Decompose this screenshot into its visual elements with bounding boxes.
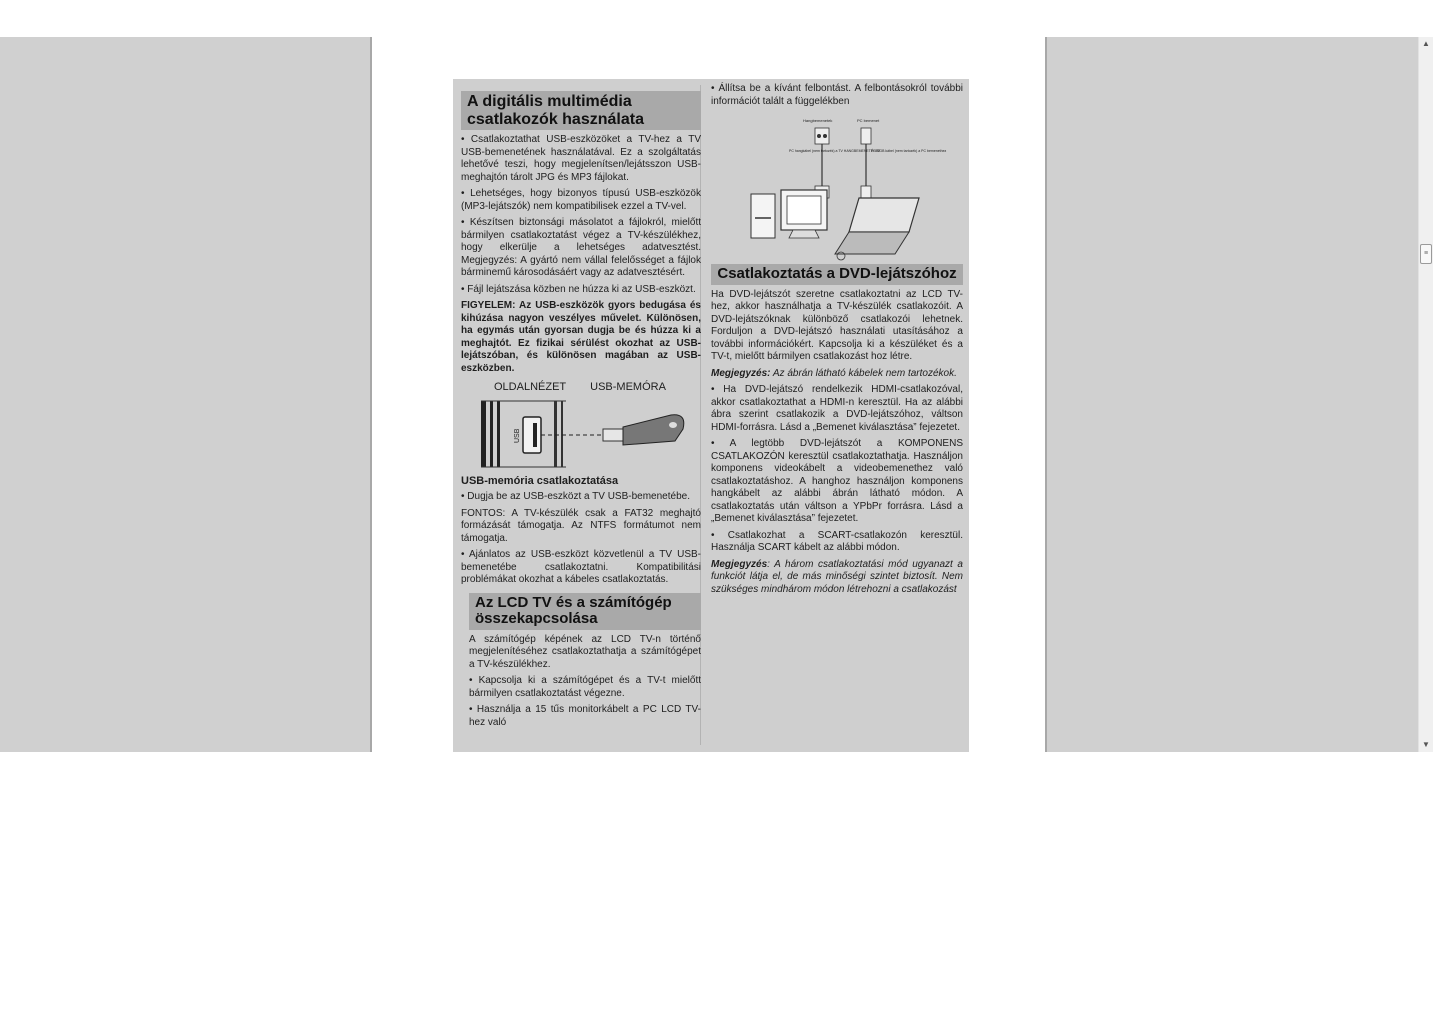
dvd-intro-text: Ha DVD-lejátszót szeretne csatlakoztatni az LCD TV-hez, akkor használhatja a TV-készülék csatlakozóit. A DVD-lejátszóknak különböző csatlakozói lehetnek. Forduljon a DVD-lejátszó használati utasításához a további információkért. Kapcsolja ki a készüléket és a TV-t, mielőtt bármilyen csatlakozást hoz létre. [711,288,963,362]
three-modes-note [711,559,963,597]
document-viewer [0,37,1433,752]
scroll-thumb[interactable]: ≡ [1420,244,1432,264]
label-side-view: OLDALNÉZET [494,381,567,394]
bullet-usb-connect: • Csatlakoztathat USB-eszközöket a TV-hez a TV USB-bemenetének használatával. Ez a szolgáltatás lehetővé teszi, hogy megjelenítsen/lejátsszon USB-meghajtón tárolt JPG és MP3 fájlokat. [461,134,701,183]
section-heading-pc [469,593,701,630]
usb-bullet-direct: • Ajánlatos az USB-eszközt közvetlenül a TV USB-bemenetébe csatlakoztatni. Kompatibilitási problémákat okozhat a kábeles csatlakoztatás. [461,549,701,586]
usb-drawing [461,399,701,469]
pc-intro: A számítógép képének az LCD TV-n történő megjelenítéséhez csatlakoztathatja a számítógépet a TV-készülékhez. [469,633,701,670]
component-bullet: • A legtöbb DVD-lejátszót a KOMPONENS CSATLAKOZÓN keresztül csatlakoztathatja. Használjon komponens videokábelt a videobemenethez való csatlakoztatáshoz. A hanghoz használjon komponens hangkábelt az alábbi ábrán látható módon. A csatlakoztatás után váltson a YPbPr forrásra. Lásd a „Bemenet kiválasztása” fejezetet. [711,438,963,524]
bullet-do-not-unplug: • Fájl lejátszása közben ne húzza ki az USB-eszközt. [461,283,696,295]
heading-line: összekapcsolása [475,610,598,628]
note-label: Megjegyzés: [711,367,771,379]
note-label: Megjegyzés [711,558,768,570]
note-text: : A három csatlakoztatási mód ugyanazt a funkciót látja el, de más minőségi szintet biztosít. Nem szükséges mindhárom módon létrehozni a csatlakozást [711,558,963,595]
svg-text:Hangbemenetek: Hangbemenetek [803,118,833,123]
usb-illustration [461,399,701,469]
resolution-bullet: • Állítsa be a kívánt felbontást. A felbontásokról további információt talált a függelékben [711,83,963,107]
hdmi-bullet: • Ha DVD-lejátszó rendelkezik HDMI-csatlakozóval, akkor csatlakoztathat a HDMI-n keresztül. Ha az alábbi ábra szerint csatlakozik a DVD-lejátszóhoz, váltson HDMI-forrásra. Lásd a „Bemenet kiválasztása” fejezetet. [711,384,963,433]
usb-important-note: FONTOS: A TV-készülék csak a FAT32 meghajtó formázását támogatja. Az NTFS formátumot nem támogatja. [461,507,701,544]
usb-memory-heading: USB-memória csatlakoztatása [461,475,619,488]
vertical-scrollbar[interactable] [1418,37,1433,752]
svg-text:PC hangkábel (nem tartozék) a: PC hangkábel (nem tartozék) a TV HANGBEMENETÉHEZ [789,149,881,153]
right-column [711,83,963,596]
scroll-up-arrow-icon[interactable]: ▲ [1422,39,1430,48]
section-heading-dvd: Csatlakoztatás a DVD-lejátszóhoz [711,264,963,285]
cables-note [711,368,963,381]
scart-bullet: • Csatlakozhat a SCART-csatlakozón keresztül. Használja SCART kábelt az alábbi módon. [711,529,963,553]
pc-bullet-power-off: • Kapcsolja ki a számítógépet és a TV-t mielőtt bármilyen csatlakoztatást végezne. [469,675,701,699]
pc-bullet-cable: • Használja a 15 tűs monitorkábelt a PC LCD TV-hez való [469,704,701,728]
svg-text:PC bemenet: PC bemenet [857,118,880,123]
pc-connection-drawing [711,114,963,264]
scanned-manual-page [453,79,969,752]
heading-line: A digitális multimédia [467,93,632,110]
left-column [461,91,701,729]
figure-labels [494,381,701,393]
scroll-down-arrow-icon[interactable]: ▼ [1422,740,1430,749]
svg-text:USB: USB [514,428,521,444]
bullet-backup: • Készítsen biztonsági másolatot a fájlokról, mielőtt bármilyen csatlakoztatást végez a TV-készülékhez, hogy elkerülje a lehetséges adatvesztést. Megjegyzés: A gyártó nem vállal felelősséget a fájlok bárminemű károsodásáért vagy az adatvesztésért. [461,217,701,279]
bullet-compatibility: • Lehetséges, hogy bizonyos típusú USB-eszközök (MP3-lejátszók) nem kompatibilisek ezzel a TV-vel. [461,188,701,212]
pc-connection-diagram [711,114,963,264]
label-usb-memory: USB-MEMÓRA [590,381,666,394]
svg-text:PC RGB kábel (nem tartozék) a: PC RGB kábel (nem tartozék) a PC bemenethez [871,149,947,153]
note-text: Az ábrán látható kábelek nem tartozékok. [770,367,957,379]
section-heading-multimedia [461,91,701,130]
heading-line: Az LCD TV és a számítógép [475,593,672,611]
usb-bullet-plug-in: • Dugja be az USB-eszközt a TV USB-bemenetébe. [461,491,690,503]
heading-line: csatlakozók használata [467,110,644,128]
warning-text: FIGYELEM: Az USB-eszközök gyors bedugása és kihúzása nagyon veszélyes művelet. Különösen, ha egymás után gyorsan dugja be és húzza ki a meghajtót. Ez fizikai sérülést okozhat az USB-lejátszóban, és különösen magában az USB-eszközben. [461,300,701,374]
